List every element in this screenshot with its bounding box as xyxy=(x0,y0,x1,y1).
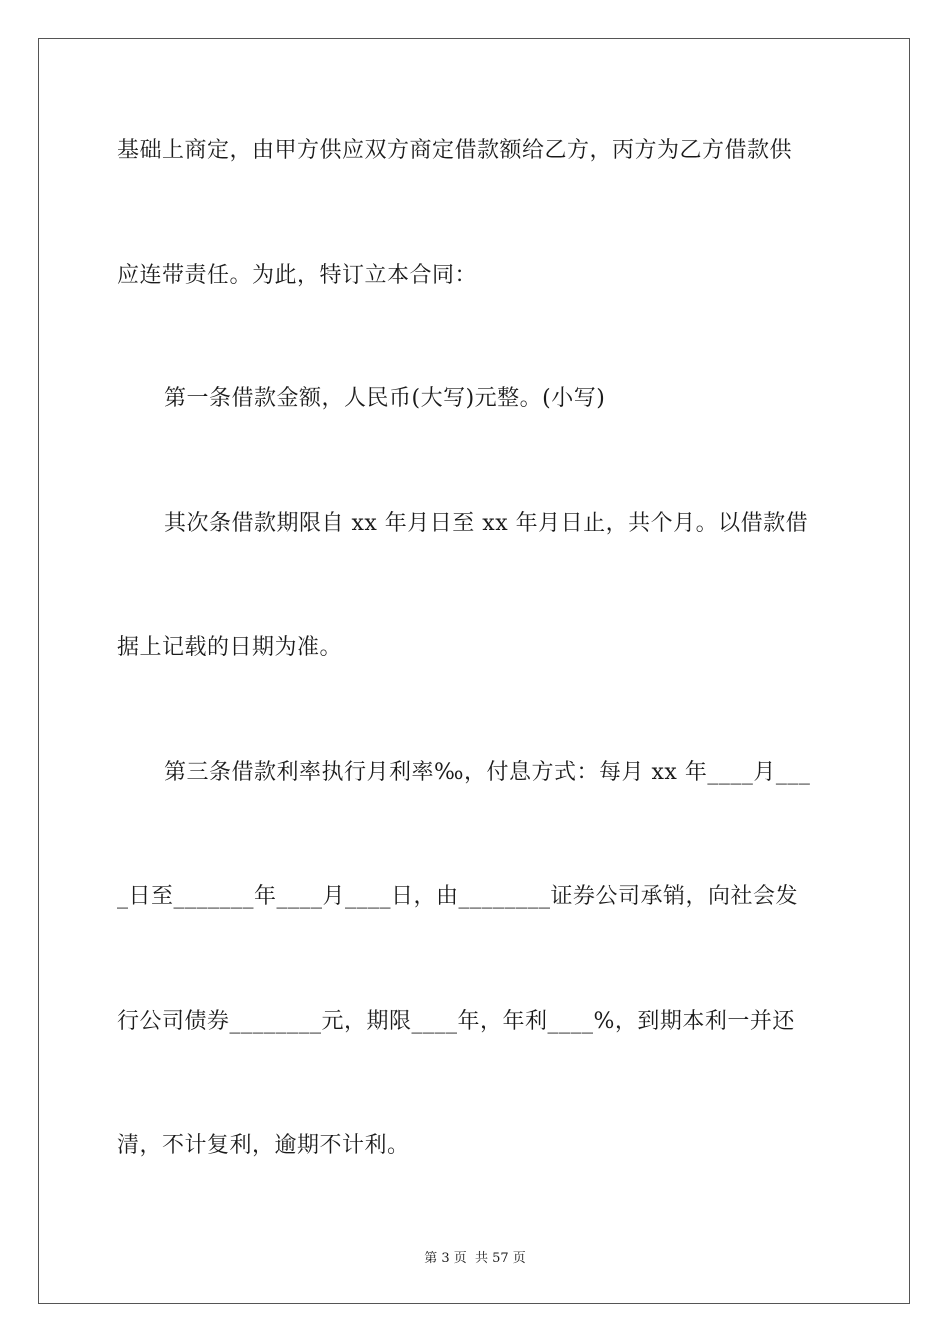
paragraph-line: 应连带责任。为此，特订立本合同： xyxy=(117,263,478,288)
paragraph-line: _日至_______年____月____日，由________证券公司承销，向社会发 xyxy=(117,884,799,909)
paragraph-line: 据上记载的日期为准。 xyxy=(117,635,343,660)
page-border xyxy=(38,38,910,1304)
paragraph-line: 其次条借款期限自 xx 年月日至 xx 年月日止，共个月。以借款借 xyxy=(164,511,809,536)
total-pages: 共 57 页 xyxy=(474,1251,526,1266)
paragraph-line: 第一条借款金额，人民币(大写)元整。(小写) xyxy=(164,386,606,411)
page-footer xyxy=(0,1247,950,1266)
paragraph-line: 第三条借款利率执行月利率‰，付息方式：每月 xx 年____月___ xyxy=(164,760,811,785)
paragraph-line: 清，不计复利，逾期不计利。 xyxy=(117,1133,410,1158)
paragraph-line: 行公司债券________元，期限____年，年利____%，到期本利一并还 xyxy=(117,1009,795,1034)
page-number: 第 3 页 xyxy=(424,1251,467,1266)
paragraph-line: 基础上商定，由甲方供应双方商定借款额给乙方，丙方为乙方借款供 xyxy=(117,138,793,163)
